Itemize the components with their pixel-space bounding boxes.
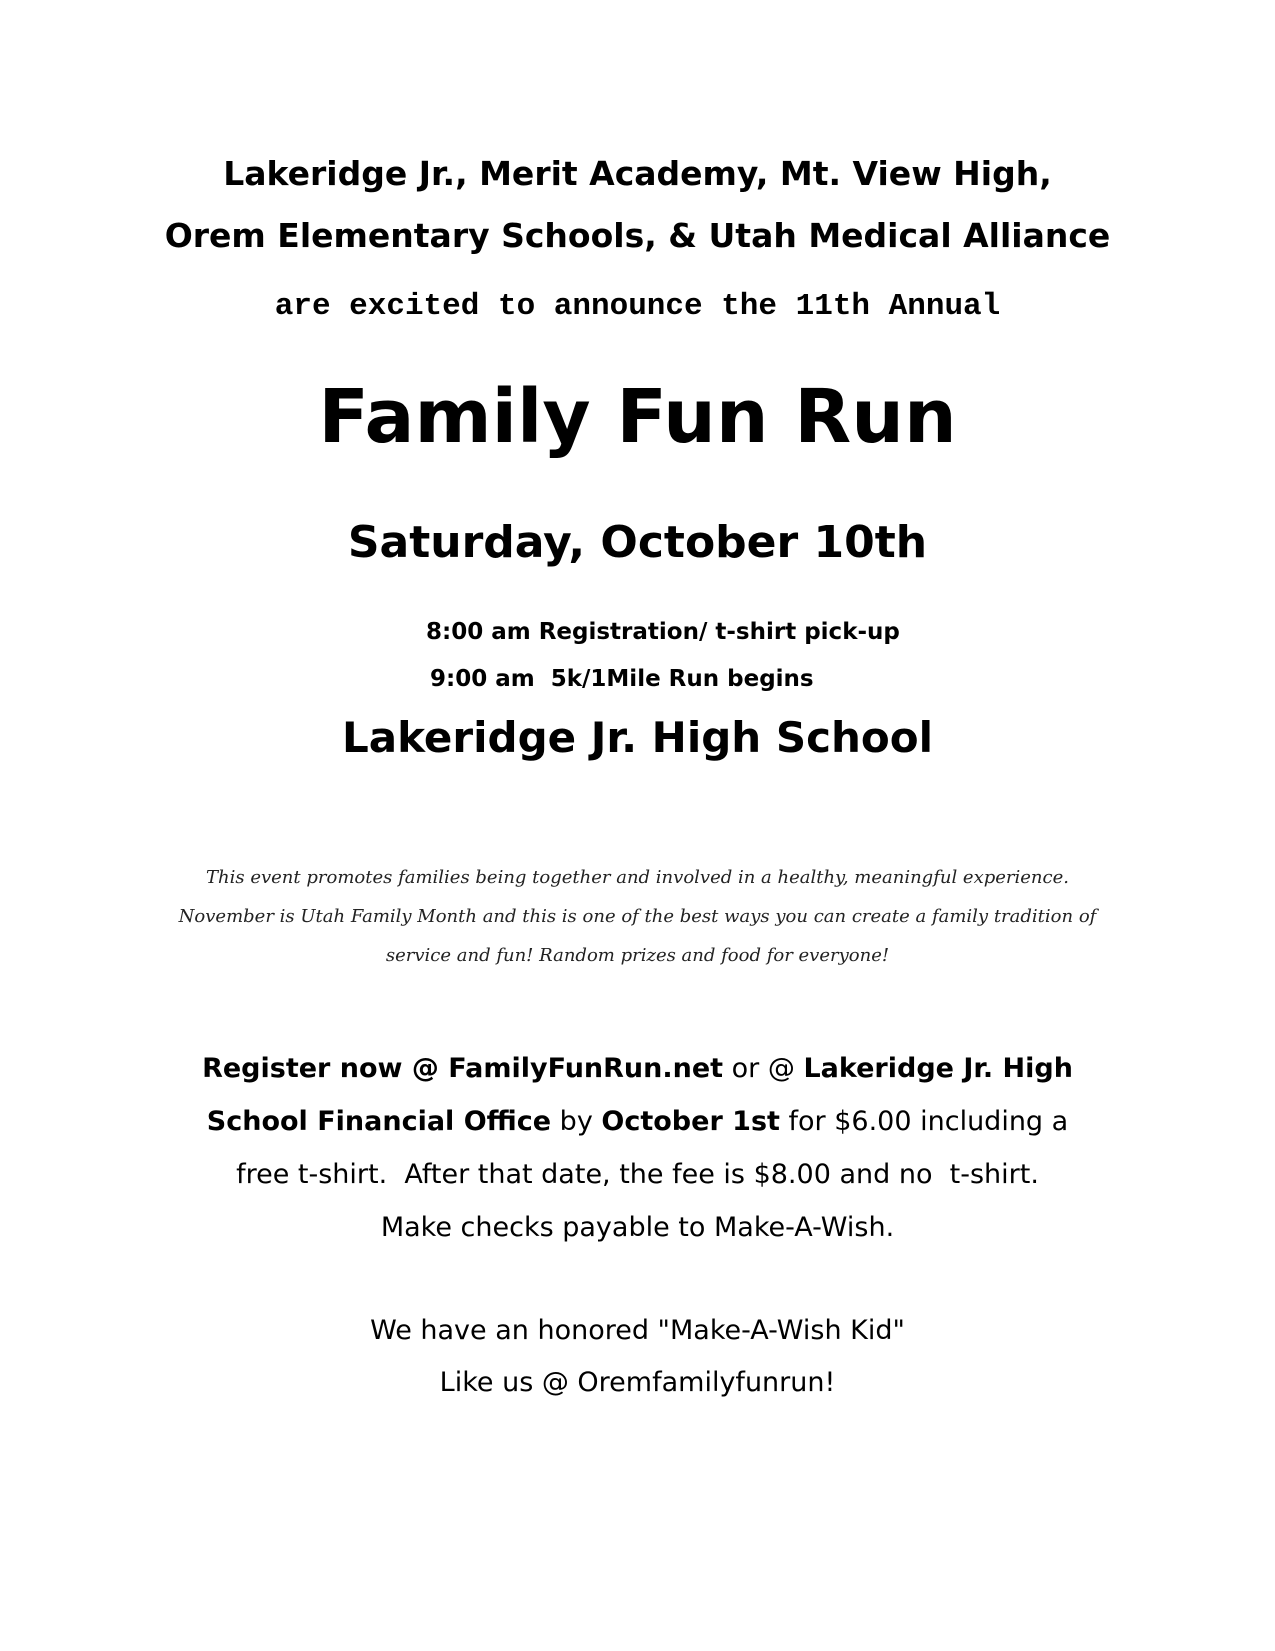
registration-info: [140, 1042, 1135, 1254]
office-name-part-2: School Financial Office: [206, 1106, 552, 1137]
event-venue: Lakeridge Jr. High School: [342, 713, 933, 762]
closing-section: [0, 1305, 1275, 1409]
schedule-run-start-time: 9:00 am 5k/1Mile Run begins: [430, 666, 814, 692]
sponsors-line-2: Orem Elementary Schools, & Utah Medical Alliance: [164, 216, 1111, 255]
registration-line-3: free t-shirt. After that date, the fee is $8.00 and no t-shirt.: [236, 1159, 1039, 1190]
registration-line-1: [140, 1042, 1135, 1095]
honoree-text: We have an honored "Make-A-Wish Kid": [370, 1315, 905, 1346]
register-now-text: Register now @ FamilyFunRun.net: [202, 1053, 724, 1084]
social-text: Like us @ Oremfamilyfunrun!: [439, 1367, 836, 1398]
description-line-1: This event promotes families being together and involved in a healthy, meaningful experience.: [206, 867, 1069, 888]
event-description: [140, 858, 1135, 975]
sponsors-line-1: Lakeridge Jr., Merit Academy, Mt. View High,: [223, 154, 1052, 193]
description-line-3: service and fun! Random prizes and food for everyone!: [385, 945, 890, 966]
registration-line-2: [140, 1095, 1135, 1148]
office-name-part-1: Lakeridge Jr. High: [803, 1053, 1073, 1084]
registration-deadline: October 1st: [601, 1106, 780, 1137]
event-date: Saturday, October 10th: [347, 517, 928, 568]
fee-text: for $6.00 including a: [779, 1106, 1069, 1137]
by-text: by: [551, 1106, 602, 1137]
announcement-text: are excited to announce the 11th Annual: [274, 289, 1001, 324]
schedule-registration-time: 8:00 am Registration/ t-shirt pick-up: [426, 619, 900, 645]
registration-line-4: Make checks payable to Make-A-Wish.: [380, 1212, 895, 1243]
event-title: Family Fun Run: [318, 374, 957, 460]
description-line-2: November is Utah Family Month and this is one of the best ways you can create a family tradition of: [178, 906, 1097, 927]
or-at-text: or @: [723, 1053, 804, 1084]
